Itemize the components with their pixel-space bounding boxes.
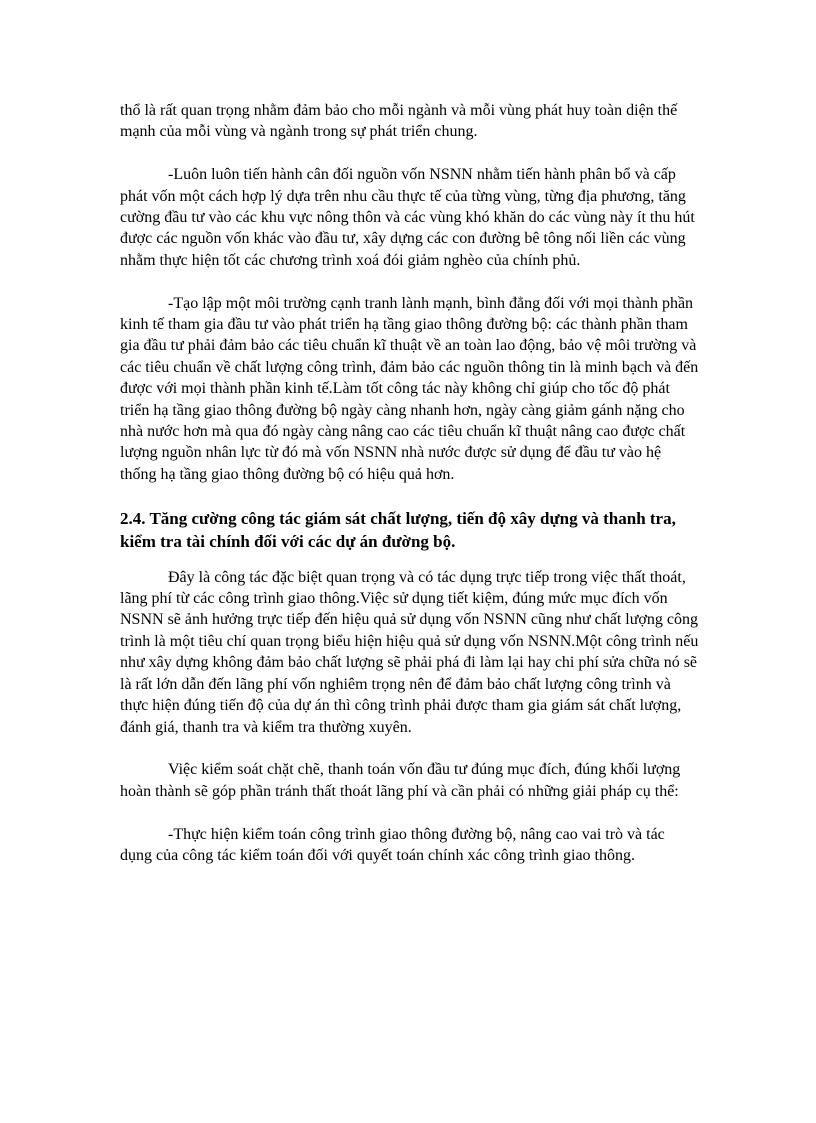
paragraph-continuation: thổ là rất quan trọng nhằm đảm bảo cho mỗi ngành và mỗi vùng phát huy toàn diện thế mạnh của mỗi vùng và ngành trong sự phát triển chung. <box>120 102 678 141</box>
paragraph-quality-supervision: Đây là công tác đặc biệt quan trọng và có tác dụng trực tiếp trong việc thất thoát, lãng phí từ các công trình giao thông.Việc sử dụng tiết kiệm, đúng mức mục đích vốn NSNN sẽ ảnh hưởng trực tiếp đến hiệu quả sử dụng vốn NSNN cũng như chất lượng công trình là một tiêu chí quan trọng biểu hiện hiệu quả sử dụng vốn NSNN.Một công trình nếu như xây dựng không đảm bảo chất lượng sẽ phải phá đi làm lại hay chi phí sửa chữa nó sẽ là rất lớn dẫn đến lãng phí vốn nghiêm trọng nên để đảm bảo chất lượng công trình và thực hiện đúng tiến độ của dự án thì công trình phải được tham gia giám sát chất lượng, đánh giá, thanh tra và kiểm tra thường xuyên. <box>120 568 699 736</box>
document-page <box>120 100 700 888</box>
paragraph-audit: -Thực hiện kiểm toán công trình giao thông đường bộ, nâng cao vai trò và tác dụng của công tác kiểm toán đối với quyết toán chính xác công trình giao thông. <box>120 825 665 864</box>
section-heading: 2.4. Tăng cường công tác giám sát chất lượng, tiến độ xây dựng và thanh tra, kiểm tra tài chính đối với các dự án đường bộ. <box>120 508 676 551</box>
paragraph-payment-control: Việc kiểm soát chặt chẽ, thanh toán vốn đầu tư đúng mục đích, đúng khối lượng hoàn thành sẽ góp phần tránh thất thoát lãng phí và cần phải có những giải pháp cụ thể: <box>120 761 681 800</box>
paragraph-competitive-environment: -Tạo lập một môi trường cạnh tranh lành mạnh, bình đẳng đối với mọi thành phần kinh tế tham gia đầu tư vào phát triển hạ tầng giao thông đường bộ: các thành phần tham gia đầu tư phải đảm bảo các tiêu chuẩn kĩ thuật về an toàn lao động, bảo vệ môi trường và các tiêu chuẩn về chất lượng công trình, đảm bảo các nguồn thông tin là minh bạch và đến được với mọi thành phần kinh tế.Làm tốt công tác này không chỉ giúp cho tốc độ phát triển hạ tầng giao thông đường bộ ngày càng nhanh hơn, ngày càng giảm gánh nặng cho nhà nước hơn mà qua đó ngày càng nâng cao các tiêu chuẩn kĩ thuật nâng cao được chất lượng nguồn nhân lực từ đó mà vốn NSNN nhà nước được sử dụng để đầu tư vào hệ thống hạ tầng giao thông đường bộ có hiệu quả hơn. <box>120 294 699 483</box>
paragraph-capital-allocation: -Luôn luôn tiến hành cân đối nguồn vốn NSNN nhằm tiến hành phân bổ và cấp phát vốn một cách hợp lý dựa trên nhu cầu thực tế của từng vùng, từng địa phương, tăng cường đầu tư vào các khu vực nông thôn và các vùng khó khăn do các vùng này ít thu hút được các nguồn vốn khác vào đầu tư, xây dựng các con đường bê tông nối liền các vùng nhằm thực hiện tốt các chương trình xoá đói giảm nghèo của chính phủ. <box>120 166 695 269</box>
